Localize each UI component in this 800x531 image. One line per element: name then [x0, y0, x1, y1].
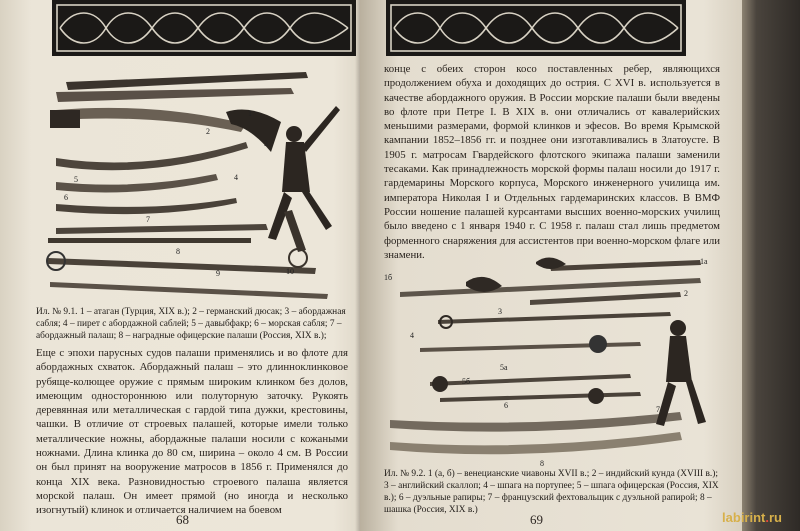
- fig-left-num-4: 4: [234, 173, 238, 182]
- swords-illustration-left: [36, 62, 351, 302]
- fig-right-num-1b: 1б: [384, 273, 393, 282]
- fig-right-num-5a: 5а: [500, 363, 508, 372]
- fig-right-num-5b: 5б: [462, 377, 471, 386]
- header-ornament: [52, 0, 356, 56]
- body-text-left: Еще с эпохи парусных судов палаши применялись и во флоте для абордажных схваток. Абордажный палаш – это длинноклинковое рубяще-колющее оружие с прямым широким клинком без долов, имеющим одностороннюю или полуторную заточку. Рукоять деревянная или металлическая с гардой типа дужки, крестовины, чашки. В отличие от строевых палашей, которые имели только металлические ножны, абордажные палаши носили с кожаными ножнами. Длина клинка до 80 см, ширина – около 4 см. В России он был принят на вооружение матросов в 1856 г. Применялся до конца XIX века. Разновидностью строевого палаша является морской палаш. Он имеет прямой (но иногда и несколько изогнутый) клинок и отличается наличием на боевом: [36, 347, 348, 517]
- fig-right-num-3: 3: [498, 307, 502, 316]
- page-number-right: 69: [530, 512, 543, 527]
- fig-left-num-1: 1: [248, 109, 252, 118]
- fig-left-num-9: 9: [216, 269, 220, 278]
- left-page: [0, 0, 392, 531]
- right-page: [360, 0, 742, 531]
- figure-caption-left: Ил. № 9.1. 1 – атаган (Турция, XIX в.); 2 – германский дюсак; 3 – абордажная сабля; 4 – пирет с абордажной саблей; 5 – давыбфакр; 6 – морская сабля; 7 – абордажный палаш; 8 – наградные офицерские палаши (Россия, XIX в.);: [36, 307, 346, 341]
- fig-left-num-10: 10: [286, 267, 294, 276]
- swords-illustration-right: [380, 252, 720, 474]
- fig-left-num-8: 8: [176, 247, 180, 256]
- watermark-domain: ru: [769, 510, 782, 525]
- page-number-left: 68: [176, 512, 189, 527]
- fig-right-num-7: 7: [656, 405, 660, 414]
- fig-right-num-1a: 1а: [700, 257, 708, 266]
- figure-caption-right: Ил. № 9.2. 1 (а, б) – венецианские чиавоны XVII в.; 2 – индийский кунда (XVIII в.); 3 – английский скаллоп; 4 – шпага на портупее; 5 – шпага офицерская (Россия, XIX в.); 6 – дуэльные рапиры; 7 – французский фехтовальщик с дуэльной рапирой; 8 – шашка (Россия, XIX в.): [384, 469, 719, 515]
- fig-left-num-2: 2: [206, 127, 210, 136]
- fig-right-num-6: 6: [504, 401, 508, 410]
- fig-left-num-6: 6: [64, 193, 68, 202]
- watermark-dot: .: [765, 510, 769, 525]
- fig-left-num-5: 5: [74, 175, 78, 184]
- watermark-brand: labirint: [722, 510, 766, 525]
- fig-left-num-7: 7: [146, 215, 150, 224]
- fig-right-num-8: 8: [540, 459, 544, 468]
- watermark-logo: [722, 510, 782, 525]
- body-text-right: конце с обеих сторон косо поставленных ребер, являющихся продолжением обуха и доходящих до острия. С XVI в. используется в качестве абордажного оружия. В России морские палаши были введены во флоте при Петре I. В XIX в. они отличались от кавалерийских меньшими размерами, формой клинков и эфесов. Во время Крымской кампании 1852–1856 гг. и позднее они изготавливались в Златоусте. В 1905 г. матросам Гвардейского флотского экипажа палаши заменили тесаками. Как принадлежность морской формы палаш носили до 1917 г. гардемарины Морского корпуса, Морского инженерного училища им. императора Николая I и Отдельных гардемаринских классов. В ВМФ России ношение палашей курсантами высших военно-морских училищ было введено с 1 января 1940 г. С 1958 г. палаш стал лишь предметом форменного снаряжения для ассистентов при военно-морском флаге или знамени.: [384, 63, 720, 261]
- header-ornament-right: [386, 0, 686, 56]
- fig-right-num-4: 4: [410, 331, 414, 340]
- fig-left-num-3: 3: [264, 139, 268, 148]
- fig-right-num-2: 2: [684, 289, 688, 298]
- book-edge: [742, 0, 800, 531]
